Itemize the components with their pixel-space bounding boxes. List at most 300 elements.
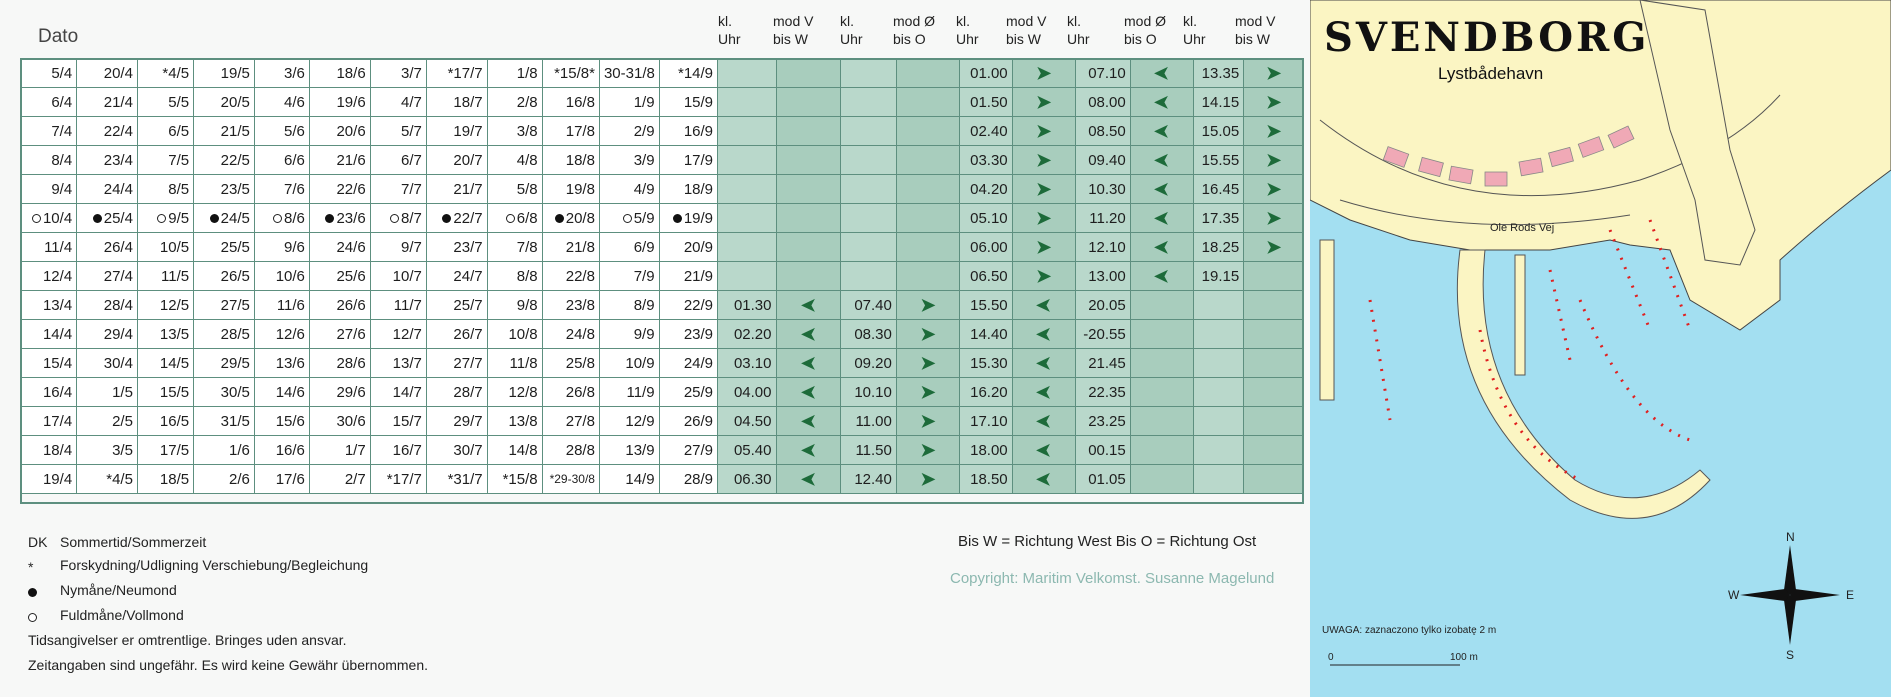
date-cell bbox=[659, 320, 717, 349]
table-row bbox=[21, 349, 1304, 378]
table-row bbox=[21, 291, 1304, 320]
arrow-east-icon: ➤ bbox=[1012, 262, 1075, 291]
date-text: 17/9 bbox=[683, 151, 714, 169]
date-text: 2/9 bbox=[633, 122, 655, 140]
date-text: 28/9 bbox=[683, 470, 714, 488]
table-row bbox=[21, 378, 1304, 407]
date-cell bbox=[487, 262, 542, 291]
date-cell bbox=[542, 378, 599, 407]
column-header bbox=[1183, 12, 1206, 48]
date-cell bbox=[21, 465, 77, 494]
arrow-east-icon: ➤ bbox=[1012, 175, 1075, 204]
date-cell bbox=[426, 117, 487, 146]
date-cell bbox=[309, 262, 370, 291]
date-text: 7/9 bbox=[633, 267, 655, 285]
date-cell bbox=[487, 407, 542, 436]
arrow-west-icon: ➤ bbox=[1130, 59, 1193, 88]
arrow-east-icon: ➤ bbox=[896, 465, 959, 494]
date-cell bbox=[194, 465, 255, 494]
date-text: 26/7 bbox=[453, 325, 483, 343]
date-text: *29-30/8 bbox=[549, 472, 595, 486]
date-text: 28/7 bbox=[453, 383, 483, 401]
date-cell bbox=[370, 59, 426, 88]
date-text: 4/8 bbox=[516, 151, 538, 169]
time-cell: 02.40 bbox=[959, 117, 1012, 146]
date-text: 8/7 bbox=[400, 209, 422, 227]
date-text: 13/7 bbox=[392, 354, 422, 372]
arrow-west-icon: ➤ bbox=[1012, 320, 1075, 349]
legend-star-text: Forskydning/Udligning Verschiebung/Begleichung bbox=[60, 557, 369, 573]
date-text: 10/7 bbox=[392, 267, 422, 285]
date-cell bbox=[659, 407, 717, 436]
table-row bbox=[21, 465, 1304, 494]
arrow-east-icon: ➤ bbox=[1244, 146, 1304, 175]
time-cell: 06.00 bbox=[959, 233, 1012, 262]
date-column-header: Dato bbox=[38, 26, 79, 47]
empty-direction-cell bbox=[776, 233, 840, 262]
date-cell bbox=[194, 262, 255, 291]
date-cell bbox=[254, 465, 309, 494]
arrow-east-icon: ➤ bbox=[1012, 59, 1075, 88]
date-cell bbox=[309, 465, 370, 494]
date-cell bbox=[487, 378, 542, 407]
date-text: 28/6 bbox=[336, 354, 366, 372]
date-cell bbox=[659, 146, 717, 175]
date-text: 20/4 bbox=[103, 64, 133, 82]
date-text: 20/6 bbox=[336, 122, 366, 140]
time-cell bbox=[718, 88, 776, 117]
date-text: 21/8 bbox=[565, 238, 595, 256]
date-text: 6/5 bbox=[168, 122, 190, 140]
column-header bbox=[1124, 12, 1166, 48]
date-cell bbox=[426, 407, 487, 436]
empty-direction-cell bbox=[1244, 349, 1304, 378]
date-cell bbox=[370, 146, 426, 175]
time-cell: 22.35 bbox=[1075, 378, 1130, 407]
date-cell bbox=[487, 349, 542, 378]
date-text: 17/4 bbox=[42, 412, 73, 430]
date-text: 29/6 bbox=[336, 383, 366, 401]
time-cell: 15.05 bbox=[1193, 117, 1243, 146]
date-cell bbox=[309, 146, 370, 175]
arrow-west-icon: ➤ bbox=[1130, 117, 1193, 146]
date-cell bbox=[77, 204, 138, 233]
date-cell bbox=[599, 436, 659, 465]
date-cell bbox=[137, 175, 193, 204]
table-row bbox=[21, 146, 1304, 175]
date-text: 23/4 bbox=[103, 151, 133, 169]
date-cell bbox=[599, 117, 659, 146]
date-cell bbox=[77, 436, 138, 465]
date-cell bbox=[659, 204, 717, 233]
inner-pier bbox=[1515, 255, 1525, 375]
empty-direction-cell bbox=[1130, 407, 1193, 436]
date-text: 23/6 bbox=[336, 209, 366, 227]
date-cell bbox=[542, 407, 599, 436]
date-cell bbox=[487, 320, 542, 349]
arrow-west-icon: ➤ bbox=[1130, 204, 1193, 233]
column-header-bottom: bis W bbox=[1006, 31, 1041, 47]
date-text: 15/7 bbox=[392, 412, 422, 430]
date-text: 10/4 bbox=[42, 209, 73, 227]
date-text: 5/9 bbox=[633, 209, 655, 227]
time-cell bbox=[718, 59, 776, 88]
new-moon-icon bbox=[210, 214, 219, 223]
date-text: 30/6 bbox=[336, 412, 366, 430]
date-cell bbox=[21, 262, 77, 291]
date-cell bbox=[77, 465, 138, 494]
date-text: 17/6 bbox=[275, 470, 305, 488]
compass-south: S bbox=[1786, 648, 1795, 662]
column-header bbox=[1067, 12, 1090, 48]
date-text: 26/5 bbox=[220, 267, 250, 285]
date-text: 9/5 bbox=[168, 209, 190, 227]
date-cell bbox=[254, 204, 309, 233]
arrow-east-icon: ➤ bbox=[896, 407, 959, 436]
date-text: 11/6 bbox=[276, 296, 305, 314]
west-pier bbox=[1320, 240, 1334, 400]
column-header-bottom: Uhr bbox=[1183, 31, 1206, 47]
arrow-east-icon: ➤ bbox=[1244, 204, 1304, 233]
date-cell bbox=[77, 175, 138, 204]
date-text: 5/4 bbox=[51, 64, 73, 82]
column-header bbox=[840, 12, 863, 48]
date-cell bbox=[370, 204, 426, 233]
arrow-east-icon: ➤ bbox=[1244, 175, 1304, 204]
date-cell bbox=[77, 146, 138, 175]
full-moon-icon bbox=[623, 214, 632, 223]
date-text: 26/4 bbox=[103, 238, 133, 256]
date-text: 25/8 bbox=[565, 354, 595, 372]
date-text: 25/5 bbox=[220, 238, 250, 256]
date-cell bbox=[599, 233, 659, 262]
date-cell bbox=[659, 262, 717, 291]
empty-direction-cell bbox=[1130, 378, 1193, 407]
empty-direction-cell bbox=[896, 117, 959, 146]
date-cell bbox=[426, 378, 487, 407]
date-text: 8/6 bbox=[284, 209, 305, 227]
date-text: 10/6 bbox=[275, 267, 305, 285]
full-moon-icon bbox=[157, 214, 166, 223]
date-text: 9/9 bbox=[633, 325, 655, 343]
date-cell bbox=[487, 117, 542, 146]
date-text: 21/7 bbox=[453, 180, 483, 198]
column-header-top: kl. bbox=[840, 13, 854, 29]
date-text: 11/7 bbox=[393, 296, 422, 314]
date-cell bbox=[309, 349, 370, 378]
column-header-top: mod Ø bbox=[1124, 13, 1167, 29]
empty-direction-cell bbox=[776, 175, 840, 204]
date-text: 27/9 bbox=[683, 441, 714, 459]
harbour-map bbox=[1310, 0, 1891, 697]
date-text: *15/8 bbox=[502, 470, 538, 488]
empty-direction-cell bbox=[896, 88, 959, 117]
date-cell bbox=[77, 291, 138, 320]
column-header bbox=[956, 12, 979, 48]
date-text: 2/8 bbox=[516, 93, 538, 111]
column-header-bottom: bis O bbox=[1124, 31, 1157, 47]
time-cell: 00.15 bbox=[1075, 436, 1130, 465]
arrow-west-icon: ➤ bbox=[1012, 407, 1075, 436]
date-cell bbox=[254, 378, 309, 407]
date-cell bbox=[426, 175, 487, 204]
column-header bbox=[893, 12, 935, 48]
date-cell bbox=[659, 291, 717, 320]
empty-direction-cell bbox=[896, 233, 959, 262]
arrow-west-icon: ➤ bbox=[776, 349, 840, 378]
date-text: 4/9 bbox=[633, 180, 655, 198]
empty-direction-cell bbox=[1244, 320, 1304, 349]
date-cell bbox=[137, 349, 193, 378]
date-text: 12/5 bbox=[159, 296, 190, 314]
date-text: 13/8 bbox=[508, 412, 538, 430]
time-cell: 21.45 bbox=[1075, 349, 1130, 378]
time-cell bbox=[718, 204, 776, 233]
date-cell bbox=[21, 204, 77, 233]
date-text: 30/5 bbox=[220, 383, 250, 401]
time-cell bbox=[1193, 291, 1243, 320]
date-cell bbox=[309, 204, 370, 233]
date-text: 3/9 bbox=[633, 151, 655, 169]
date-cell bbox=[426, 262, 487, 291]
date-text: 12/8 bbox=[508, 383, 538, 401]
column-header-bottom: Uhr bbox=[956, 31, 979, 47]
arrow-east-icon: ➤ bbox=[896, 436, 959, 465]
date-cell bbox=[659, 59, 717, 88]
date-text: 9/7 bbox=[400, 238, 422, 256]
time-cell bbox=[840, 146, 896, 175]
time-cell: 11.00 bbox=[840, 407, 896, 436]
time-cell: 13.00 bbox=[1075, 262, 1130, 291]
date-cell bbox=[426, 59, 487, 88]
date-cell bbox=[487, 88, 542, 117]
empty-direction-cell bbox=[1244, 262, 1304, 291]
date-cell bbox=[659, 436, 717, 465]
date-cell bbox=[542, 146, 599, 175]
date-text: 26/8 bbox=[565, 383, 595, 401]
date-text: 25/7 bbox=[453, 296, 483, 314]
date-text: 5/7 bbox=[400, 122, 422, 140]
date-text: 22/7 bbox=[453, 209, 483, 227]
date-text: 10/8 bbox=[508, 325, 538, 343]
time-cell: 17.35 bbox=[1193, 204, 1243, 233]
date-cell bbox=[599, 407, 659, 436]
date-cell bbox=[137, 204, 193, 233]
empty-direction-cell bbox=[1244, 465, 1304, 494]
time-cell: 08.30 bbox=[840, 320, 896, 349]
date-cell bbox=[426, 349, 487, 378]
date-cell bbox=[137, 320, 193, 349]
date-text: 8/9 bbox=[633, 296, 655, 314]
date-text: 24/7 bbox=[453, 267, 483, 285]
time-cell: 08.00 bbox=[1075, 88, 1130, 117]
time-cell: 11.50 bbox=[840, 436, 896, 465]
time-cell: 04.20 bbox=[959, 175, 1012, 204]
date-text: *17/7 bbox=[447, 64, 483, 82]
date-text: 27/8 bbox=[565, 412, 595, 430]
time-cell: -20.55 bbox=[1075, 320, 1130, 349]
date-cell bbox=[599, 59, 659, 88]
column-header-top: kl. bbox=[1067, 13, 1081, 29]
date-text: 14/6 bbox=[275, 383, 305, 401]
arrow-east-icon: ➤ bbox=[1012, 233, 1075, 262]
date-cell bbox=[309, 233, 370, 262]
date-text: 29/5 bbox=[220, 354, 250, 372]
time-cell: 16.45 bbox=[1193, 175, 1243, 204]
time-cell: 10.30 bbox=[1075, 175, 1130, 204]
date-cell bbox=[370, 88, 426, 117]
date-text: 3/7 bbox=[400, 64, 422, 82]
full-moon-icon bbox=[273, 214, 282, 223]
empty-direction-cell bbox=[776, 59, 840, 88]
date-cell bbox=[254, 291, 309, 320]
date-text: 11/9 bbox=[626, 383, 655, 401]
time-cell bbox=[840, 175, 896, 204]
column-header-top: kl. bbox=[956, 13, 970, 29]
date-text: 24/6 bbox=[336, 238, 366, 256]
empty-direction-cell bbox=[776, 146, 840, 175]
date-text: 19/4 bbox=[42, 470, 73, 488]
time-cell: 01.50 bbox=[959, 88, 1012, 117]
date-cell bbox=[542, 436, 599, 465]
date-text: *4/5 bbox=[106, 470, 133, 488]
legend-note-german: Zeitangaben sind ungefähr. Es wird keine Gewähr übernommen. bbox=[28, 657, 429, 673]
date-text: 24/5 bbox=[220, 209, 250, 227]
time-cell: 18.25 bbox=[1193, 233, 1243, 262]
date-text: *14/9 bbox=[677, 64, 714, 82]
date-cell bbox=[194, 59, 255, 88]
empty-direction-cell bbox=[1244, 378, 1304, 407]
empty-direction-cell bbox=[1130, 349, 1193, 378]
legend-note-danish: Tidsangivelser er omtrentlige. Bringes uden ansvar. bbox=[28, 632, 347, 648]
date-text: 3/5 bbox=[112, 441, 133, 459]
date-cell bbox=[487, 233, 542, 262]
time-cell bbox=[840, 88, 896, 117]
date-cell bbox=[254, 175, 309, 204]
time-cell bbox=[840, 233, 896, 262]
date-cell bbox=[254, 407, 309, 436]
date-cell bbox=[542, 175, 599, 204]
harbour-map-panel bbox=[1310, 0, 1891, 697]
date-cell bbox=[137, 88, 193, 117]
scale-zero: 0 bbox=[1328, 652, 1334, 663]
date-cell bbox=[426, 204, 487, 233]
tide-timetable bbox=[20, 58, 1304, 494]
time-cell: 09.40 bbox=[1075, 146, 1130, 175]
date-cell bbox=[309, 436, 370, 465]
time-cell: 03.10 bbox=[718, 349, 776, 378]
compass-west: W bbox=[1728, 588, 1740, 602]
time-cell: 03.30 bbox=[959, 146, 1012, 175]
time-cell: 14.40 bbox=[959, 320, 1012, 349]
empty-direction-cell bbox=[896, 262, 959, 291]
column-header-top: mod V bbox=[1235, 13, 1276, 29]
date-cell bbox=[542, 233, 599, 262]
legend-full-moon-icon bbox=[28, 609, 39, 625]
date-text: 16/8 bbox=[565, 93, 595, 111]
date-cell bbox=[254, 146, 309, 175]
date-text: 24/4 bbox=[103, 180, 133, 198]
date-text: *17/7 bbox=[386, 470, 422, 488]
date-cell bbox=[487, 146, 542, 175]
date-cell bbox=[194, 349, 255, 378]
date-cell bbox=[370, 407, 426, 436]
column-header-bottom: Uhr bbox=[718, 31, 741, 47]
date-cell bbox=[309, 320, 370, 349]
time-cell: 18.50 bbox=[959, 465, 1012, 494]
date-text: 14/5 bbox=[159, 354, 190, 372]
date-text: 9/4 bbox=[51, 180, 73, 198]
date-cell bbox=[21, 320, 77, 349]
table-row bbox=[21, 262, 1304, 291]
empty-direction-cell bbox=[1130, 436, 1193, 465]
empty-direction-cell bbox=[896, 59, 959, 88]
arrow-west-icon: ➤ bbox=[776, 407, 840, 436]
date-text: 6/7 bbox=[400, 151, 422, 169]
date-text: 11/8 bbox=[509, 354, 538, 372]
date-cell bbox=[487, 204, 542, 233]
column-header-top: kl. bbox=[1183, 13, 1197, 29]
date-text: 4/6 bbox=[284, 93, 305, 111]
date-cell bbox=[137, 436, 193, 465]
time-cell bbox=[840, 117, 896, 146]
arrow-west-icon: ➤ bbox=[1130, 233, 1193, 262]
date-cell bbox=[137, 146, 193, 175]
date-text: 22/4 bbox=[103, 122, 133, 140]
date-text: 1/5 bbox=[112, 383, 133, 401]
table-row bbox=[21, 320, 1304, 349]
legend-dk-text: Sommertid/Sommerzeit bbox=[60, 534, 207, 550]
arrow-west-icon: ➤ bbox=[1012, 349, 1075, 378]
date-cell bbox=[487, 436, 542, 465]
date-text: 26/9 bbox=[683, 412, 714, 430]
arrow-west-icon: ➤ bbox=[776, 291, 840, 320]
date-text: 25/4 bbox=[103, 209, 133, 227]
time-cell: 19.15 bbox=[1193, 262, 1243, 291]
empty-direction-cell bbox=[776, 204, 840, 233]
time-cell: 09.20 bbox=[840, 349, 896, 378]
date-cell bbox=[487, 175, 542, 204]
date-cell bbox=[370, 349, 426, 378]
date-cell bbox=[487, 59, 542, 88]
date-text: 21/6 bbox=[336, 151, 366, 169]
date-text: 24/8 bbox=[565, 325, 595, 343]
date-text: 12/6 bbox=[275, 325, 305, 343]
date-text: 20/9 bbox=[683, 238, 714, 256]
date-cell bbox=[542, 320, 599, 349]
date-text: 28/8 bbox=[565, 441, 595, 459]
date-cell bbox=[370, 320, 426, 349]
date-text: 14/7 bbox=[392, 383, 422, 401]
arrow-east-icon: ➤ bbox=[1012, 204, 1075, 233]
date-cell bbox=[599, 204, 659, 233]
date-text: 19/8 bbox=[565, 180, 595, 198]
date-cell bbox=[599, 291, 659, 320]
date-cell bbox=[542, 291, 599, 320]
date-cell bbox=[370, 291, 426, 320]
date-text: 16/9 bbox=[683, 122, 714, 140]
date-text: *15/8* bbox=[554, 64, 595, 82]
date-cell bbox=[21, 59, 77, 88]
time-cell: 12.40 bbox=[840, 465, 896, 494]
date-cell bbox=[137, 233, 193, 262]
date-text: 5/5 bbox=[168, 93, 190, 111]
date-cell bbox=[194, 436, 255, 465]
date-text: 8/4 bbox=[51, 151, 73, 169]
date-cell bbox=[77, 117, 138, 146]
time-cell: 06.30 bbox=[718, 465, 776, 494]
date-text: 2/7 bbox=[344, 470, 366, 488]
